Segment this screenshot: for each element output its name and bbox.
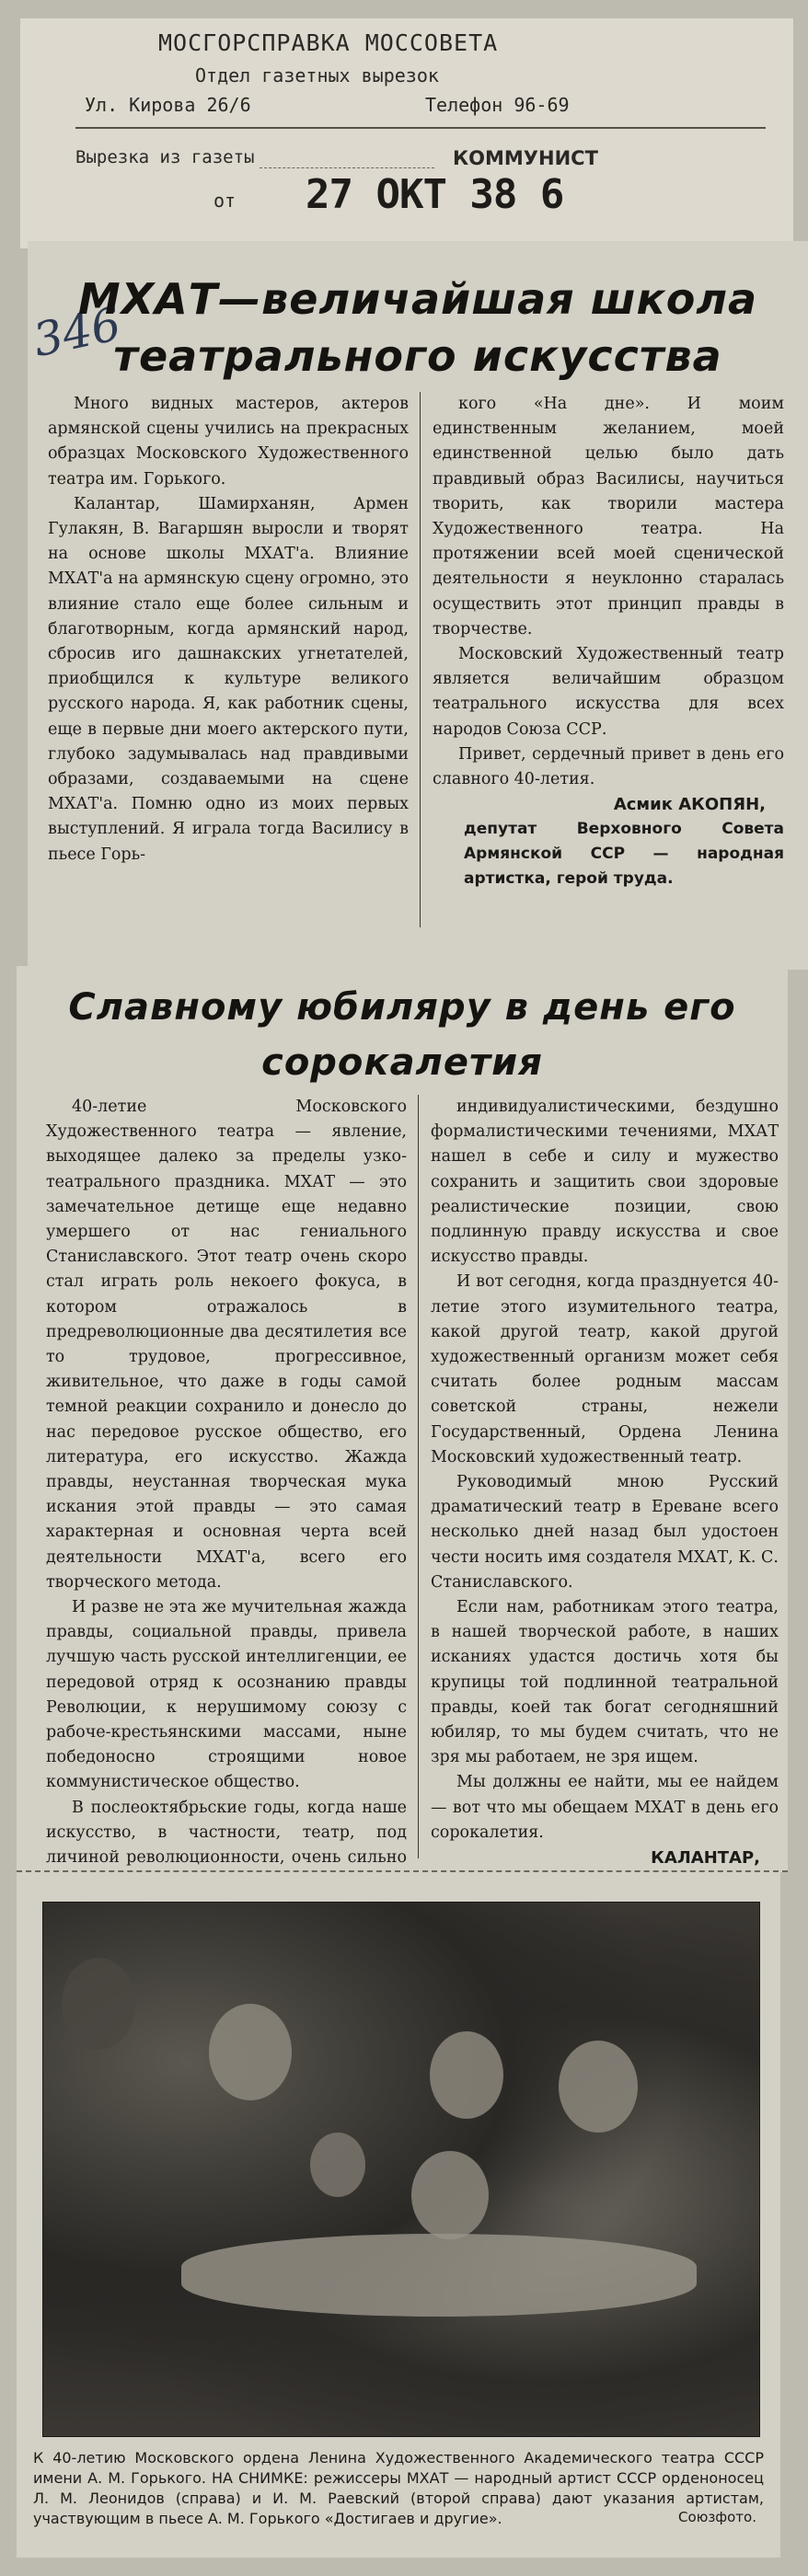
bureau-phone: Телефон 96-69 [425, 94, 570, 116]
cutting-label: Вырезка из газеты [75, 147, 255, 167]
bureau-title: МОСГОРСПРАВКА МОССОВЕТА [158, 29, 499, 56]
cutting-dotted-line [260, 167, 434, 168]
figure-head [430, 2031, 503, 2119]
paragraph: И вот сегодня, когда празднуется 40-летие этого изумительного театра, какой другой театр, какой другой художественный организм может себя считать более родным массам советской страны, нежели Государственный, Ордена Ленина Московский художественный театр. [431, 1272, 779, 1466]
photo-credit: Союзфото. [678, 2509, 756, 2525]
article2-headline-line2: сорокалетия [261, 1041, 543, 1084]
article1-headline-line1: МХАТ—величайшая школа [77, 274, 758, 324]
photo-caption: К 40-летию Московского ордена Ленина Художественного Академического театра СССР имени А. М. Горького. НА СНИМКЕ: режиссеры МХАТ — народный артист СССР орденоносец Л. М. Леонидов (справа) и И. М. Раевский (второй справа) дают указания артистам, участвующим в пьесе А. М. Горького «Достигаев и другие». [33, 2449, 764, 2527]
column-divider [418, 1095, 419, 1858]
date-stamp: 27 ОКТ 38 6 [306, 171, 564, 218]
paragraph: индивидуалистическими, бездушно формалистическими течениями, МХАТ нашел в себе и силу и мужество сохранить и защитить свои здоровые реалистические позиции, свою подлинную правду искусства и свое искусство правды. [431, 1098, 779, 1267]
figure-head [209, 2004, 292, 2100]
column-divider [420, 392, 421, 927]
figure-head [62, 1958, 135, 2050]
paragraph: Московский Художественный театр является величайшим образцом театрального искусства для всех народов Союза ССР. [433, 645, 784, 739]
article1-column-1 [48, 392, 409, 935]
article1-headline-line2: театрального искусства [113, 331, 722, 381]
paragraph: Калантар, Шамирханян, Армен Гулакян, В. Вагаршян выросли и творят на основе школы МХАТ'а. Влияние МХАТ'а на армянскую сцену огромно, это влияние стало еще более сильным и благотворным, когда армянский народ, сбросив иго дашнакских угнетателей, приобщился к культуре великого русского народа. Я, как работник сцены, еще в первые дни моего актерского пути, глубоко задумывалась над правдивыми образами, создаваемыми на сцене МХАТ'а. Помню одно из моих первых выступлений. Я играла тогда Василису в пьесе Горь- [48, 494, 409, 864]
paragraph: Мы должны ее найти, мы ее найдем — вот что мы обещаем МХАТ в день его сорокалетия. [431, 1773, 779, 1842]
paragraph: Много видных мастеров, актеров армянской сцены учились на прекрасных образцах Московского Художественного театра им. Горького. [48, 395, 409, 489]
article2-column-2 [431, 1095, 779, 1868]
article1-signature-name: Асмик АКОПЯН, [613, 795, 766, 815]
date-label: от [214, 190, 237, 212]
photo-table [181, 2234, 697, 2317]
article2-column-1 [46, 1095, 407, 1868]
article2-signature-name: КАЛАНТАР, [651, 1848, 760, 1869]
slip-divider [75, 127, 766, 129]
article-jubilee [17, 966, 788, 1872]
handwritten-number: 346 [29, 296, 126, 368]
figure-head [310, 2133, 365, 2197]
article-mhat-school [28, 241, 808, 970]
article1-signature-role: депутат Верховного Совета Армянской ССР — народная артистка, герой труда. [464, 820, 784, 889]
paragraph: В послеоктябрьские годы, когда наше искусство, в частности, театр, под личиной революционности, очень сильно [46, 1798, 407, 1868]
paragraph: Если нам, работникам этого театра, в нашей творческой работе, в наших исканиях удастся достичь хотя бы крупицы той подлинной театральной правды, коей так богат сегодняшний юбиляр, то мы будем считать, что не зря мы работаем, не зря ищем. [431, 1598, 779, 1767]
paragraph: 40-летие Московского Художественного театра — явление, выходящее далеко за пределы узко-театрального праздника. МХАТ — это замечательное детище еще недавно умершего от нас гениального Станиславского. Этот театр очень скоро стал играть роль некоего фокуса, в котором отражалось в предреволюционные два десятилетия все то трудовое, прогрессивное, живительное, что даже в годы самой темной реакции сохранило и донесло до нас передовое русское общество, его литература, его искусство. Жажда правды, неустанная творческая мука искания этой правды — это самая характерная и основная черта всей деятельности МХАТ'а, всего его творческого метода. [46, 1098, 407, 1592]
newspaper-name: КОММУНИСТ [453, 147, 598, 169]
paragraph: Привет, сердечный привет в день его славного 40-летия. [433, 744, 784, 789]
figure-head [411, 2151, 489, 2239]
bureau-address: Ул. Кирова 26/6 [85, 94, 251, 116]
bureau-subtitle: Отдел газетных вырезок [195, 64, 439, 86]
paragraph: Руководимый мною Русский драматический театр в Ереване всего несколько дней назад был удостоен чести носить имя создателя МХАТ, К. С. Станиславского. [431, 1473, 779, 1592]
rehearsal-photo [42, 1902, 760, 2437]
photo-clipping [17, 1872, 780, 2558]
article1-column-2 [433, 392, 784, 962]
clipping-bureau-slip [20, 18, 793, 248]
figure-head [559, 2041, 638, 2133]
article2-headline-line1: Славному юбиляру в день его [68, 986, 736, 1029]
paragraph: кого «На дне». И моим единственным желанием, моей единственной целью было дать правдивый образ Василисы, научиться творить, как творили мастера Художественного театра. На протяжении всей моей сценической деятельности я неуклонно старалась осуществить этот принцип правды в творчестве. [433, 395, 784, 638]
paragraph: И разве не эта же мучительная жажда правды, социальной правды, привела лучшую часть русской интеллигенции, ее передовой отряд к осознанию правды Революции, к нерушимому союзу с рабоче-крестьянскими массами, ныне победоносно строящими новое коммунистическое общество. [46, 1598, 407, 1792]
